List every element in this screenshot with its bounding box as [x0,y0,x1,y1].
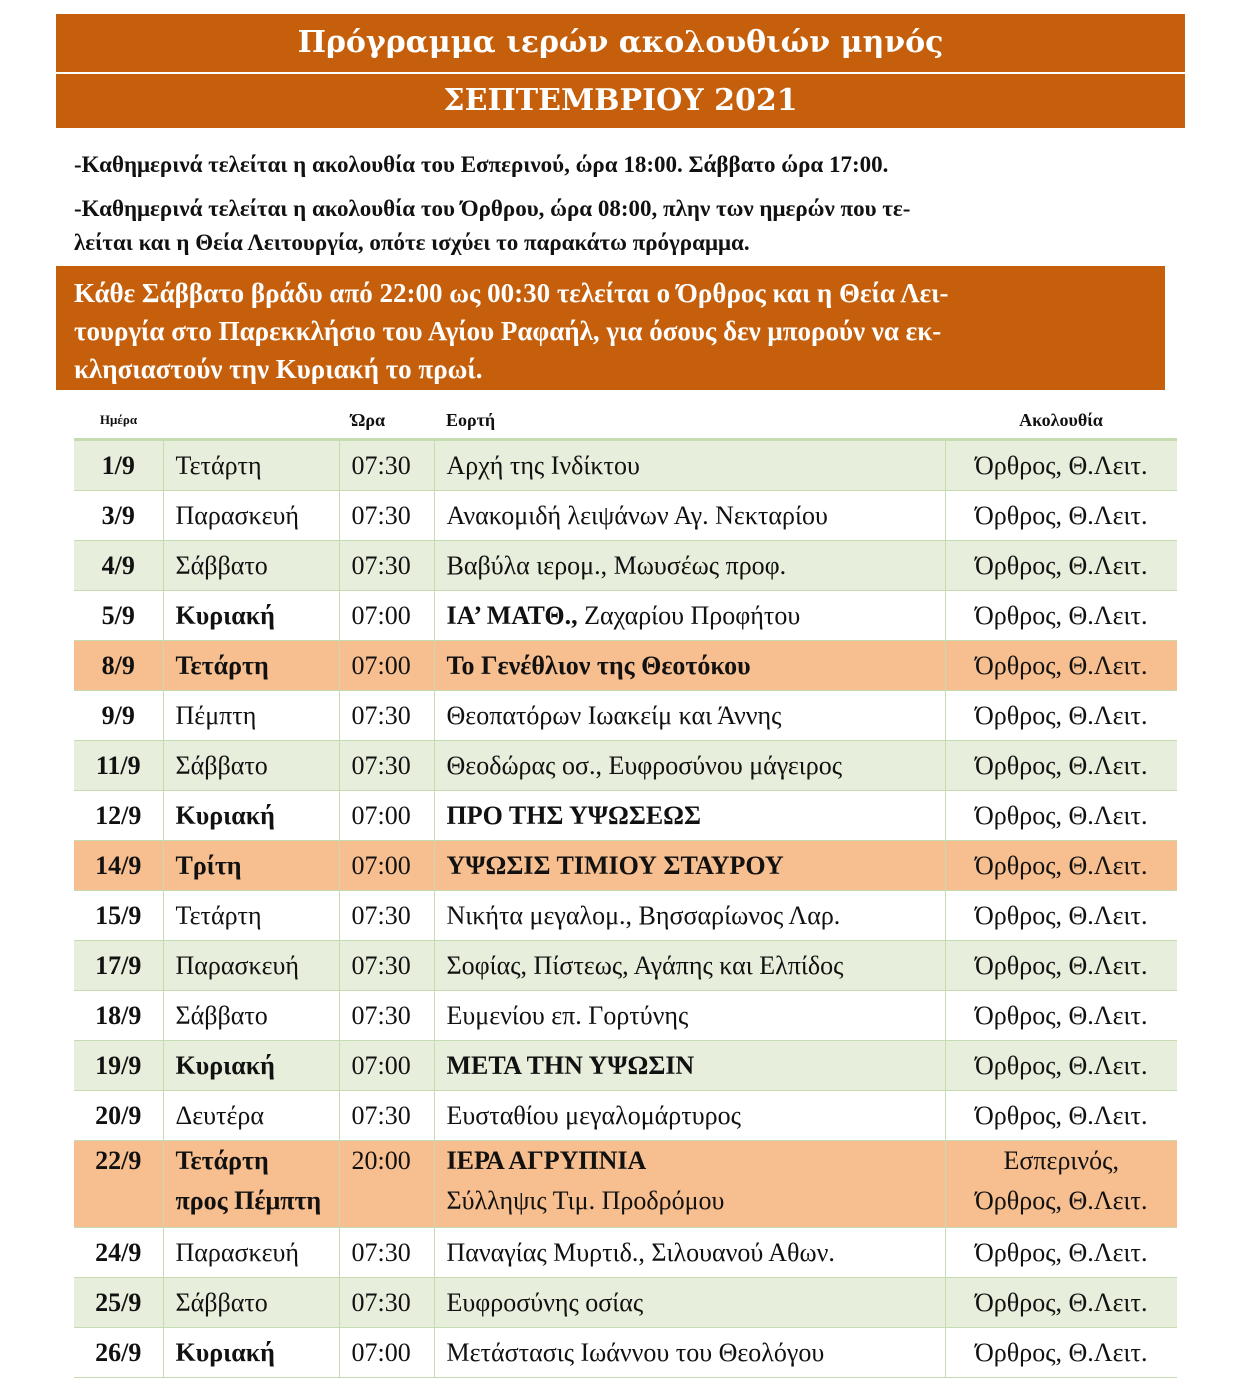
time-cell: 07:00 [339,1041,434,1091]
time-cell: 07:30 [339,741,434,791]
header-service: Ακολουθία [945,402,1177,440]
weekday-cell [163,541,339,591]
weekday: Τετάρτη [175,450,262,480]
feast-bold: ΜΕΤΑ ΤΗΝ ΥΨΩΣΙΝ [446,1050,695,1080]
feast-name: Ευσταθίου μεγαλομάρτυρος [446,1100,741,1130]
date-cell: 26/9 [74,1328,163,1378]
service: Όρθρος, Θ.Λειτ. [975,900,1148,930]
weekday: Τρίτη [175,850,242,880]
service-cell [945,491,1177,541]
weekday: Κυριακή [175,600,275,630]
weekday-cell [163,691,339,741]
service: Όρθρος, Θ.Λειτ. [975,850,1148,880]
feast-name: Ευφροσύνης οσίας [446,1287,644,1317]
date-cell: 20/9 [74,1091,163,1141]
orthros-note-line: -Καθημερινά τελείται η ακολουθία του Όρθρου, ώρα 08:00, πλην των ημερών που τε- [74,196,911,221]
feast-bold: ΥΨΩΣΙΣ ΤΙΜΙΟΥ ΣΤΑΥΡΟΥ [446,850,784,880]
weekday: Παρασκευή [175,950,299,980]
weekday: Παρασκευή [175,500,299,530]
feast-bold: ΙΑ’ ΜΑΤΘ., [446,600,578,630]
table-row [74,1141,1177,1228]
feast-cell [434,1141,945,1228]
header-day: Ημέρα [74,402,163,440]
table-row [74,741,1177,791]
service-cell [945,440,1177,491]
date-cell: 19/9 [74,1041,163,1091]
weekday: Κυριακή [175,1050,275,1080]
table-row [74,641,1177,691]
month-title: ΣΕΠΤΕΜΒΡΙΟΥ 2021 [56,74,1185,128]
service: Όρθρος, Θ.Λειτ. [975,950,1148,980]
weekday-cell [163,991,339,1041]
time-cell: 07:00 [339,641,434,691]
weekday: Δευτέρα [175,1100,264,1130]
service-cell [945,741,1177,791]
notice-line: Κάθε Σάββατο βράδυ από 22:00 ως 00:30 τελείται ο Όρθρος και η Θεία Λει- [74,278,949,308]
notice-line: κλησιαστούν την Κυριακή το πρωί. [74,354,483,384]
weekday-cell [163,741,339,791]
service-secondary: Όρθρος, Θ.Λειτ. [975,1186,1148,1215]
weekday-cell [163,591,339,641]
feast-cell [434,440,945,491]
table-row [74,891,1177,941]
service: Όρθρος, Θ.Λειτ. [975,550,1148,580]
weekday-cell [163,1091,339,1141]
date-cell: 9/9 [74,691,163,741]
weekday-cell [163,1041,339,1091]
table-row [74,991,1177,1041]
time-cell: 07:30 [339,941,434,991]
time-cell: 07:30 [339,1091,434,1141]
header-weekday [163,402,339,440]
weekday: Τετάρτη [175,650,269,680]
feast-cell [434,691,945,741]
table-header-row [74,402,1177,440]
weekday-cell [163,841,339,891]
feast-name: Βαβύλα ιερομ., Μωυσέως προφ. [446,550,787,580]
date-cell: 14/9 [74,841,163,891]
time-cell: 07:00 [339,1328,434,1378]
feast-cell [434,491,945,541]
service: Όρθρος, Θ.Λειτ. [975,600,1148,630]
service-cell [945,591,1177,641]
feast-bold: ΠΡΟ ΤΗΣ ΥΨΩΣΕΩΣ [446,800,701,830]
weekday-secondary: προς Πέμπτη [175,1186,322,1215]
feast-cell [434,1228,945,1278]
service: Όρθρος, Θ.Λειτ. [975,1337,1148,1367]
weekday-cell [163,1228,339,1278]
time-cell: 07:30 [339,891,434,941]
feast-cell [434,1091,945,1141]
feast-cell [434,841,945,891]
weekday-cell [163,941,339,991]
page-title: Πρόγραμμα ιερών ακολουθιών μηνός [56,14,1185,72]
time-cell: 07:30 [339,1278,434,1328]
time-cell: 07:30 [339,991,434,1041]
service-cell [945,791,1177,841]
feast-cell [434,591,945,641]
date-cell: 25/9 [74,1278,163,1328]
time-cell: 20:00 [339,1141,434,1228]
feast-name: Θεοπατόρων Ιωακείμ και Άννης [446,700,782,730]
date-cell: 3/9 [74,491,163,541]
table-row [74,841,1177,891]
time-cell: 07:30 [339,491,434,541]
weekday: Σάββατο [175,750,268,780]
service-cell [945,991,1177,1041]
time-cell: 07:30 [339,691,434,741]
service: Όρθρος, Θ.Λειτ. [975,750,1148,780]
weekday: Σάββατο [175,1000,268,1030]
service-cell [945,841,1177,891]
feast-name: Παναγίας Μυρτιδ., Σιλουανού Αθων. [446,1237,835,1267]
time-cell: 07:30 [339,440,434,491]
service-cell [945,1041,1177,1091]
feast-bold: Το Γενέθλιον της Θεοτόκου [446,650,751,680]
feast-name: Ευμενίου επ. Γορτύνης [446,1000,689,1030]
feast-cell [434,641,945,691]
service: Όρθρος, Θ.Λειτ. [975,650,1148,680]
header-feast: Εορτή [434,402,945,440]
date-cell: 24/9 [74,1228,163,1278]
feast-cell [434,1278,945,1328]
orthros-note-line: λείται και η Θεία Λειτουργία, οπότε ισχύει το παρακάτω πρόγραμμα. [74,230,750,255]
date-cell: 8/9 [74,641,163,691]
service-cell [945,1228,1177,1278]
feast-name: Θεοδώρας οσ., Ευφροσύνου μάγειρος [446,750,843,780]
date-cell: 15/9 [74,891,163,941]
table-row [74,1041,1177,1091]
time-cell: 07:30 [339,1228,434,1278]
service: Όρθρος, Θ.Λειτ. [975,700,1148,730]
feast-cell [434,1041,945,1091]
service: Όρθρος, Θ.Λειτ. [975,800,1148,830]
feast-cell [434,741,945,791]
date-cell: 4/9 [74,541,163,591]
feast-cell [434,791,945,841]
weekday-cell [163,1278,339,1328]
feast-cell [434,891,945,941]
date-cell: 12/9 [74,791,163,841]
weekday: Κυριακή [175,800,275,830]
service: Εσπερινός, [1003,1146,1119,1175]
date-cell: 17/9 [74,941,163,991]
weekday: Παρασκευή [175,1237,299,1267]
weekday-cell [163,1141,339,1228]
feast-name: Σύλληψις Τιμ. Προδρόμου [446,1186,725,1215]
table-row [74,1091,1177,1141]
feast-name: Σοφίας, Πίστεως, Αγάπης και Ελπίδος [446,950,844,980]
feast-name: Ανακομιδή λειψάνων Αγ. Νεκταρίου [446,500,828,530]
service: Όρθρος, Θ.Λειτ. [975,1237,1148,1267]
service: Όρθρος, Θ.Λειτ. [975,1000,1148,1030]
weekday: Τετάρτη [175,900,262,930]
feast-cell [434,1328,945,1378]
table-row [74,941,1177,991]
feast-name: Μετάστασις Ιωάννου του Θεολόγου [446,1337,825,1367]
weekday: Σάββατο [175,1287,268,1317]
service: Όρθρος, Θ.Λειτ. [975,500,1148,530]
feast-bold: ΙΕΡΑ ΑΓΡΥΠΝΙΑ [446,1146,647,1175]
service-cell [945,541,1177,591]
service-cell [945,1278,1177,1328]
table-row [74,491,1177,541]
weekday-cell [163,491,339,541]
schedule-table [74,402,1177,1378]
service: Όρθρος, Θ.Λειτ. [975,450,1148,480]
service-cell [945,1328,1177,1378]
service-cell [945,941,1177,991]
date-cell: 18/9 [74,991,163,1041]
time-cell: 07:30 [339,541,434,591]
feast-cell [434,991,945,1041]
weekday: Πέμπτη [175,700,257,730]
service: Όρθρος, Θ.Λειτ. [975,1287,1148,1317]
service-cell [945,1141,1177,1228]
feast-cell [434,941,945,991]
date-cell: 1/9 [74,440,163,491]
weekday-cell [163,641,339,691]
feast-cell [434,541,945,591]
vespers-note: -Καθημερινά τελείται η ακολουθία του Εσπερινού, ώρα 18:00. Σάββατο ώρα 17:00. [74,152,889,177]
table-row [74,691,1177,741]
weekday-cell [163,440,339,491]
table-row [74,1328,1177,1378]
feast-name: Ζαχαρίου Προφήτου [577,600,801,630]
header-time: Ώρα [339,402,434,440]
service: Όρθρος, Θ.Λειτ. [975,1050,1148,1080]
table-row [74,440,1177,491]
table-row [74,1278,1177,1328]
feast-name: Αρχή της Ινδίκτου [446,450,640,480]
date-cell: 11/9 [74,741,163,791]
weekday: Σάββατο [175,550,268,580]
time-cell: 07:00 [339,841,434,891]
service-cell [945,691,1177,741]
service: Όρθρος, Θ.Λειτ. [975,1100,1148,1130]
notice-line: τουργία στο Παρεκκλήσιο του Αγίου Ραφαήλ, για όσους δεν μπορούν να εκ- [74,316,942,346]
orthros-note [74,192,1169,260]
service-cell [945,641,1177,691]
weekday-cell [163,791,339,841]
service-cell [945,891,1177,941]
weekday-cell [163,1328,339,1378]
table-row [74,591,1177,641]
weekday: Τετάρτη [175,1146,269,1175]
date-cell: 22/9 [74,1141,163,1228]
table-row [74,1228,1177,1278]
time-cell: 07:00 [339,791,434,841]
table-row [74,791,1177,841]
weekday-cell [163,891,339,941]
time-cell: 07:00 [339,591,434,641]
feast-name: Νικήτα μεγαλομ., Βησσαρίωνος Λαρ. [446,900,841,930]
service-cell [945,1091,1177,1141]
table-row [74,541,1177,591]
weekday: Κυριακή [175,1337,275,1367]
date-cell: 5/9 [74,591,163,641]
saturday-vigil-notice [56,266,1165,390]
